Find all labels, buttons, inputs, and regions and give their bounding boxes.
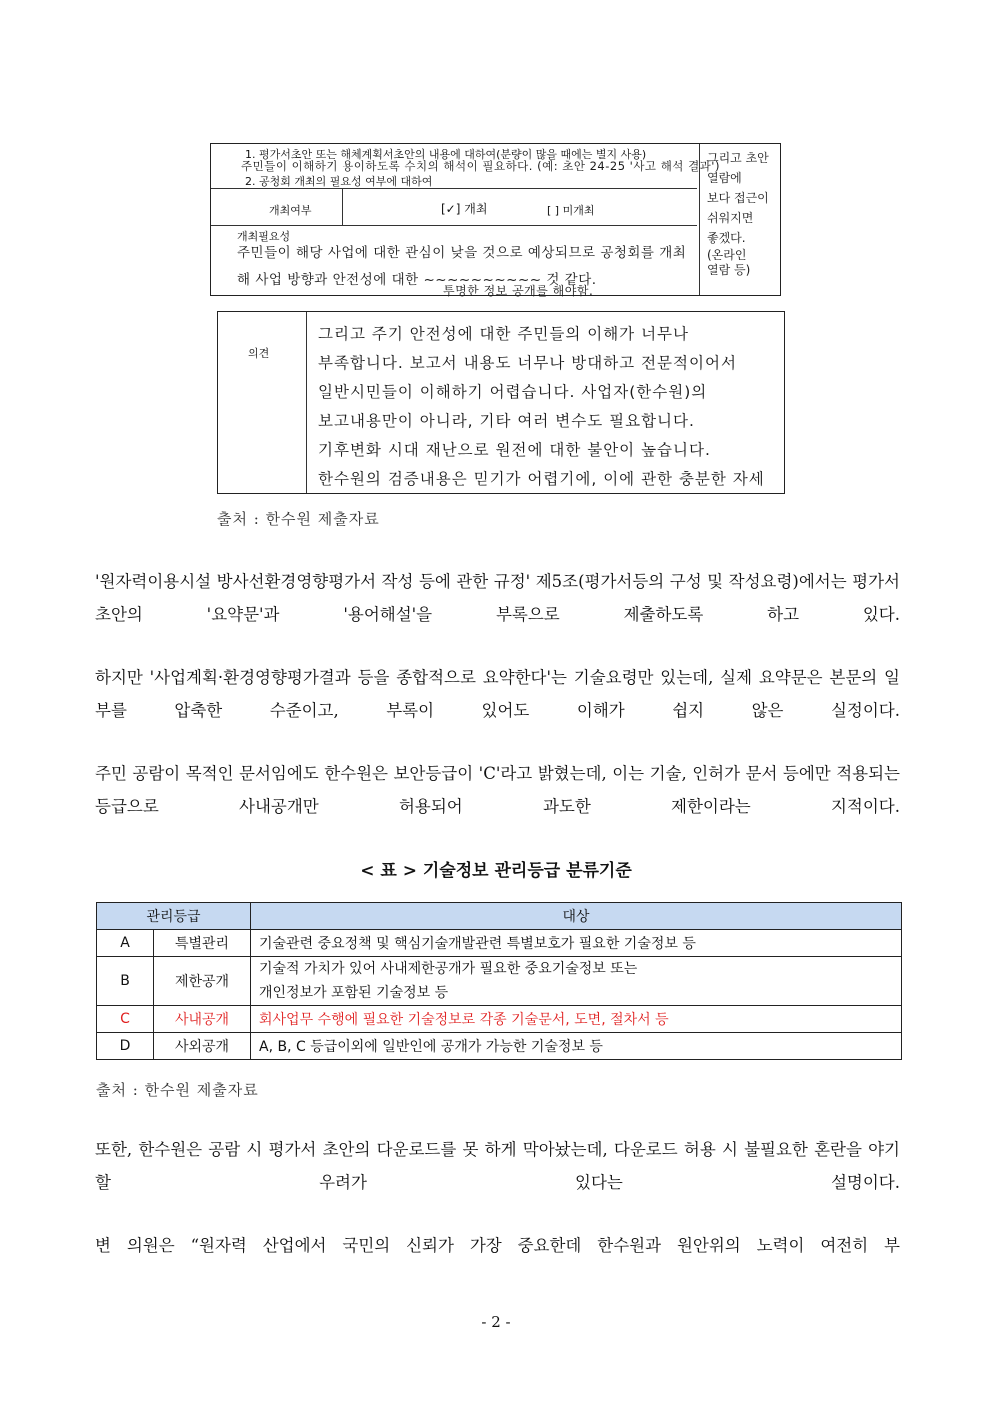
source-note-2: 출처 : 한수원 제출자료 [96, 1081, 259, 1099]
held-label: 개최여부 [269, 204, 312, 217]
header-grade: 관리등급 [97, 903, 251, 930]
grade-desc: A, B, C 등급이외에 일반인에 공개가 가능한 기술정보 등 [251, 1033, 902, 1060]
table-caption: < 표 > 기술정보 관리등급 분류기준 [360, 861, 632, 881]
grade-code: C [97, 1006, 154, 1033]
opinion-label: 의견 [248, 347, 270, 360]
need-label: 개최필요성 [237, 230, 291, 243]
form-cell-separator [342, 188, 343, 225]
scanned-opinion-form-2 [217, 311, 785, 494]
grade-desc: 기술관련 중요정책 및 핵심기술개발관련 특별보호가 필요한 기술정보 등 [251, 930, 902, 957]
handwritten-need-1: 주민들이 해당 사업에 대한 관심이 낮을 것으로 예상되므로 공청회를 개최 [237, 245, 687, 261]
handwritten-opinion: 그리고 주기 안전성에 대한 주민들의 이해가 너무나 부족합니다. 보고서 내용도 너무나 방대하고 전문적이어서 일반시민들이 이해하기 어렵습니다. 사업자(한수원)의 보고내용만이 아니라, 기타 여러 변수도 필요합니다. 기후변화 시대 재난으로 원전에 대한 불안이 높습니다. 한수원의 검증내용은 믿기가 어렵기에, 이에 관한 충분한 자세 [318, 325, 765, 488]
grade-code: D [97, 1033, 154, 1060]
paragraph-3: 주민 공람이 목적인 문서임에도 한수원은 보안등급이 'C'라고 밝혔는데, 이는 기술, 인허가 문서 등에만 적용되는 등급으로 사내공개만 허용되어 과도한 제한이라는 지적이다. [95, 764, 900, 816]
table-header-row [97, 903, 902, 930]
table-row [97, 930, 902, 957]
table-row [97, 1033, 902, 1060]
page-number: - 2 - [481, 1313, 511, 1331]
handwritten-need-2: 해 사업 방향과 안전성에 대한 ~~~~~~~~~~ 것 같다. [237, 272, 597, 288]
grade-name: 사외공개 [154, 1033, 251, 1060]
grade-code: B [97, 957, 154, 1006]
source-note-1: 출처 : 한수원 제출자료 [217, 510, 380, 528]
form-question-1: 1. 평가서초안 또는 해체계획서초안의 내용에 대하여(분량이 많을 때에는 별지 사용) [245, 148, 647, 161]
paragraph-5: 변 의원은 “원자력 산업에서 국민의 신뢰가 가장 중요한데 한수원과 원안위의 노력이 여전히 부 [95, 1236, 900, 1255]
scanned-opinion-form-1 [210, 143, 781, 296]
header-target: 대상 [251, 903, 902, 930]
handwritten-answer-1: 주민들이 이해하기 용이하도록 수치의 해석이 필요하다. (예: 초안 24-25 '사고 해석 결과') [241, 159, 720, 173]
grade-name: 특별관리 [154, 930, 251, 957]
form-rule [211, 225, 697, 226]
paragraph-2: 하지만 '사업계획·환경영향평가결과 등을 종합적으로 요약한다'는 기술요령만 있는데, 실제 요약문은 본문의 일부를 압축한 수준이고, 부록이 있어도 이해가 쉽지 않은 실정이다. [95, 668, 900, 720]
held-no-checkbox: [ ] 미개최 [547, 204, 595, 217]
handwritten-need-3: 투명한 정보 공개를 해야함. [443, 284, 594, 298]
table-row-highlighted [97, 1006, 902, 1033]
paragraph-4: 또한, 한수원은 공람 시 평가서 초안의 다운로드를 못 하게 막아놨는데, 다운로드 허용 시 불필요한 혼란을 야기할 우려가 있다는 설명이다. [95, 1140, 900, 1192]
grade-name: 사내공개 [154, 1006, 251, 1033]
paragraph-1: '원자력이용시설 방사선환경영향평가서 작성 등에 관한 규정' 제5조(평가서등의 구성 및 작성요령)에서는 평가서 초안의 '요약문'과 '용어해설'을 부록으로 제출하도록 하고 있다. [95, 572, 900, 624]
grade-table [96, 902, 902, 1060]
grade-desc: 회사업무 수행에 필요한 기술정보로 각종 기술문서, 도면, 절차서 등 [251, 1006, 902, 1033]
form-question-2: 2. 공청회 개최의 필요성 여부에 대하여 [245, 175, 433, 188]
form-cell-separator [306, 312, 307, 493]
table-row [97, 957, 902, 1006]
grade-desc: 기술적 가치가 있어 사내제한공개가 필요한 중요기술정보 또는 개인정보가 포함된 기술정보 등 [251, 957, 902, 1006]
held-yes-checkbox: [✓] 개최 [441, 202, 488, 216]
handwritten-side-note: 그리고 초안 열람에 보다 접근이 쉬워지면 좋겠다. (온라인 열람 등) [707, 151, 769, 277]
grade-name: 제한공개 [154, 957, 251, 1006]
grade-code: A [97, 930, 154, 957]
